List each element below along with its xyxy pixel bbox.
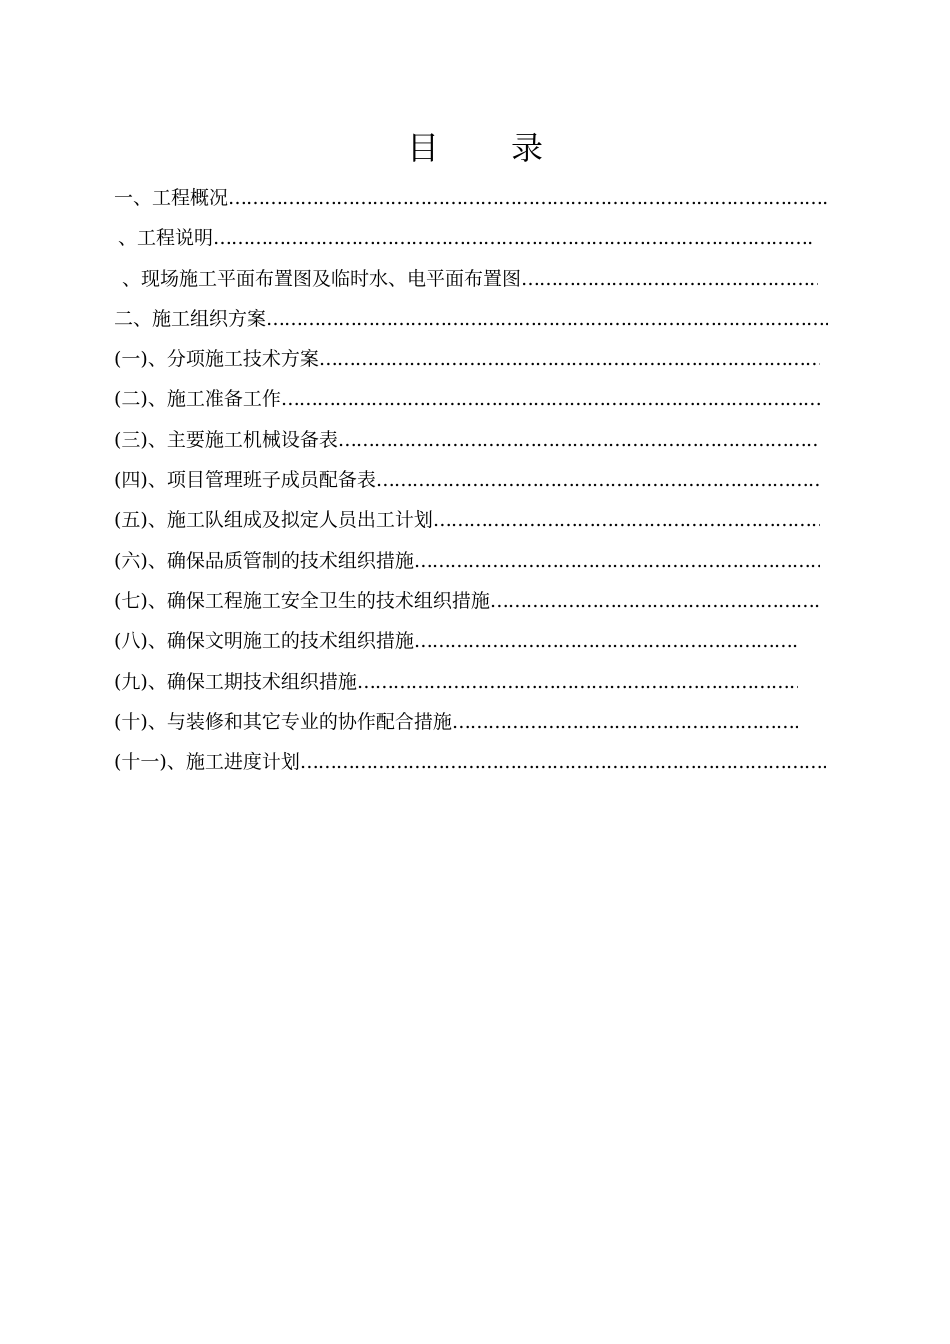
toc-entry-label: 一、工程概况 (114, 187, 229, 209)
dot-leader (300, 742, 826, 782)
toc-entry-label: (七)、确保工程施工安全卫生的技术组织措施 (114, 589, 490, 612)
toc-entry[interactable] (0, 259, 950, 299)
toc-entry[interactable] (0, 420, 950, 460)
dot-leader (357, 662, 798, 702)
dot-leader (213, 218, 812, 258)
toc-entry-label: (五)、施工队组成及拟定人员出工计划 (114, 509, 433, 532)
toc-title-char-1: 目 (406, 129, 439, 167)
dot-leader (266, 299, 828, 339)
toc-entry-label: (九)、确保工期技术组织措施 (114, 670, 357, 693)
toc-entry-label: (十一)、施工进度计划 (114, 751, 300, 774)
toc-title-char-2: 录 (511, 129, 544, 167)
toc-entry[interactable] (0, 460, 950, 500)
toc-entry-label: (一)、分项施工技术方案 (114, 348, 319, 371)
toc-entry-label: 、现场施工平面布置图及临时水、电平面布置图 (122, 267, 522, 290)
dot-leader (433, 500, 820, 540)
dot-leader (414, 541, 820, 581)
dot-leader (376, 460, 820, 500)
toc-entry-label: (四)、项目管理班子成员配备表 (114, 469, 376, 492)
toc-entry[interactable] (0, 581, 950, 621)
toc-entry[interactable] (0, 339, 950, 379)
dot-leader (338, 420, 820, 460)
dot-leader (228, 178, 828, 218)
toc-entry-label: (三)、主要施工机械设备表 (114, 428, 338, 451)
dot-leader (414, 621, 798, 661)
dot-leader (319, 339, 820, 379)
toc-entry-label: (八)、确保文明施工的技术组织措施 (114, 630, 414, 653)
toc-entry[interactable] (0, 218, 950, 258)
toc-entry[interactable] (0, 742, 950, 782)
toc-entry-label: (二)、施工准备工作 (114, 388, 281, 411)
toc-entry[interactable] (0, 702, 950, 742)
toc-entry[interactable] (0, 299, 950, 339)
dot-leader (521, 259, 818, 299)
toc-title (0, 124, 950, 172)
toc-entry-label: (十)、与装修和其它专业的协作配合措施 (114, 710, 452, 733)
toc-entry[interactable] (0, 379, 950, 419)
toc-entry[interactable] (0, 500, 950, 540)
dot-leader (490, 581, 820, 621)
dot-leader (281, 379, 820, 419)
dot-leader (452, 702, 798, 742)
toc-entry[interactable] (0, 541, 950, 581)
toc-entry[interactable] (0, 662, 950, 702)
toc-list (0, 178, 950, 782)
toc-entry-label: (六)、确保品质管制的技术组织措施 (114, 549, 414, 572)
toc-entry[interactable] (0, 178, 950, 218)
toc-entry-label: 、工程说明 (118, 227, 214, 250)
toc-entry-label: 二、施工组织方案 (114, 307, 267, 330)
toc-entry[interactable] (0, 621, 950, 661)
